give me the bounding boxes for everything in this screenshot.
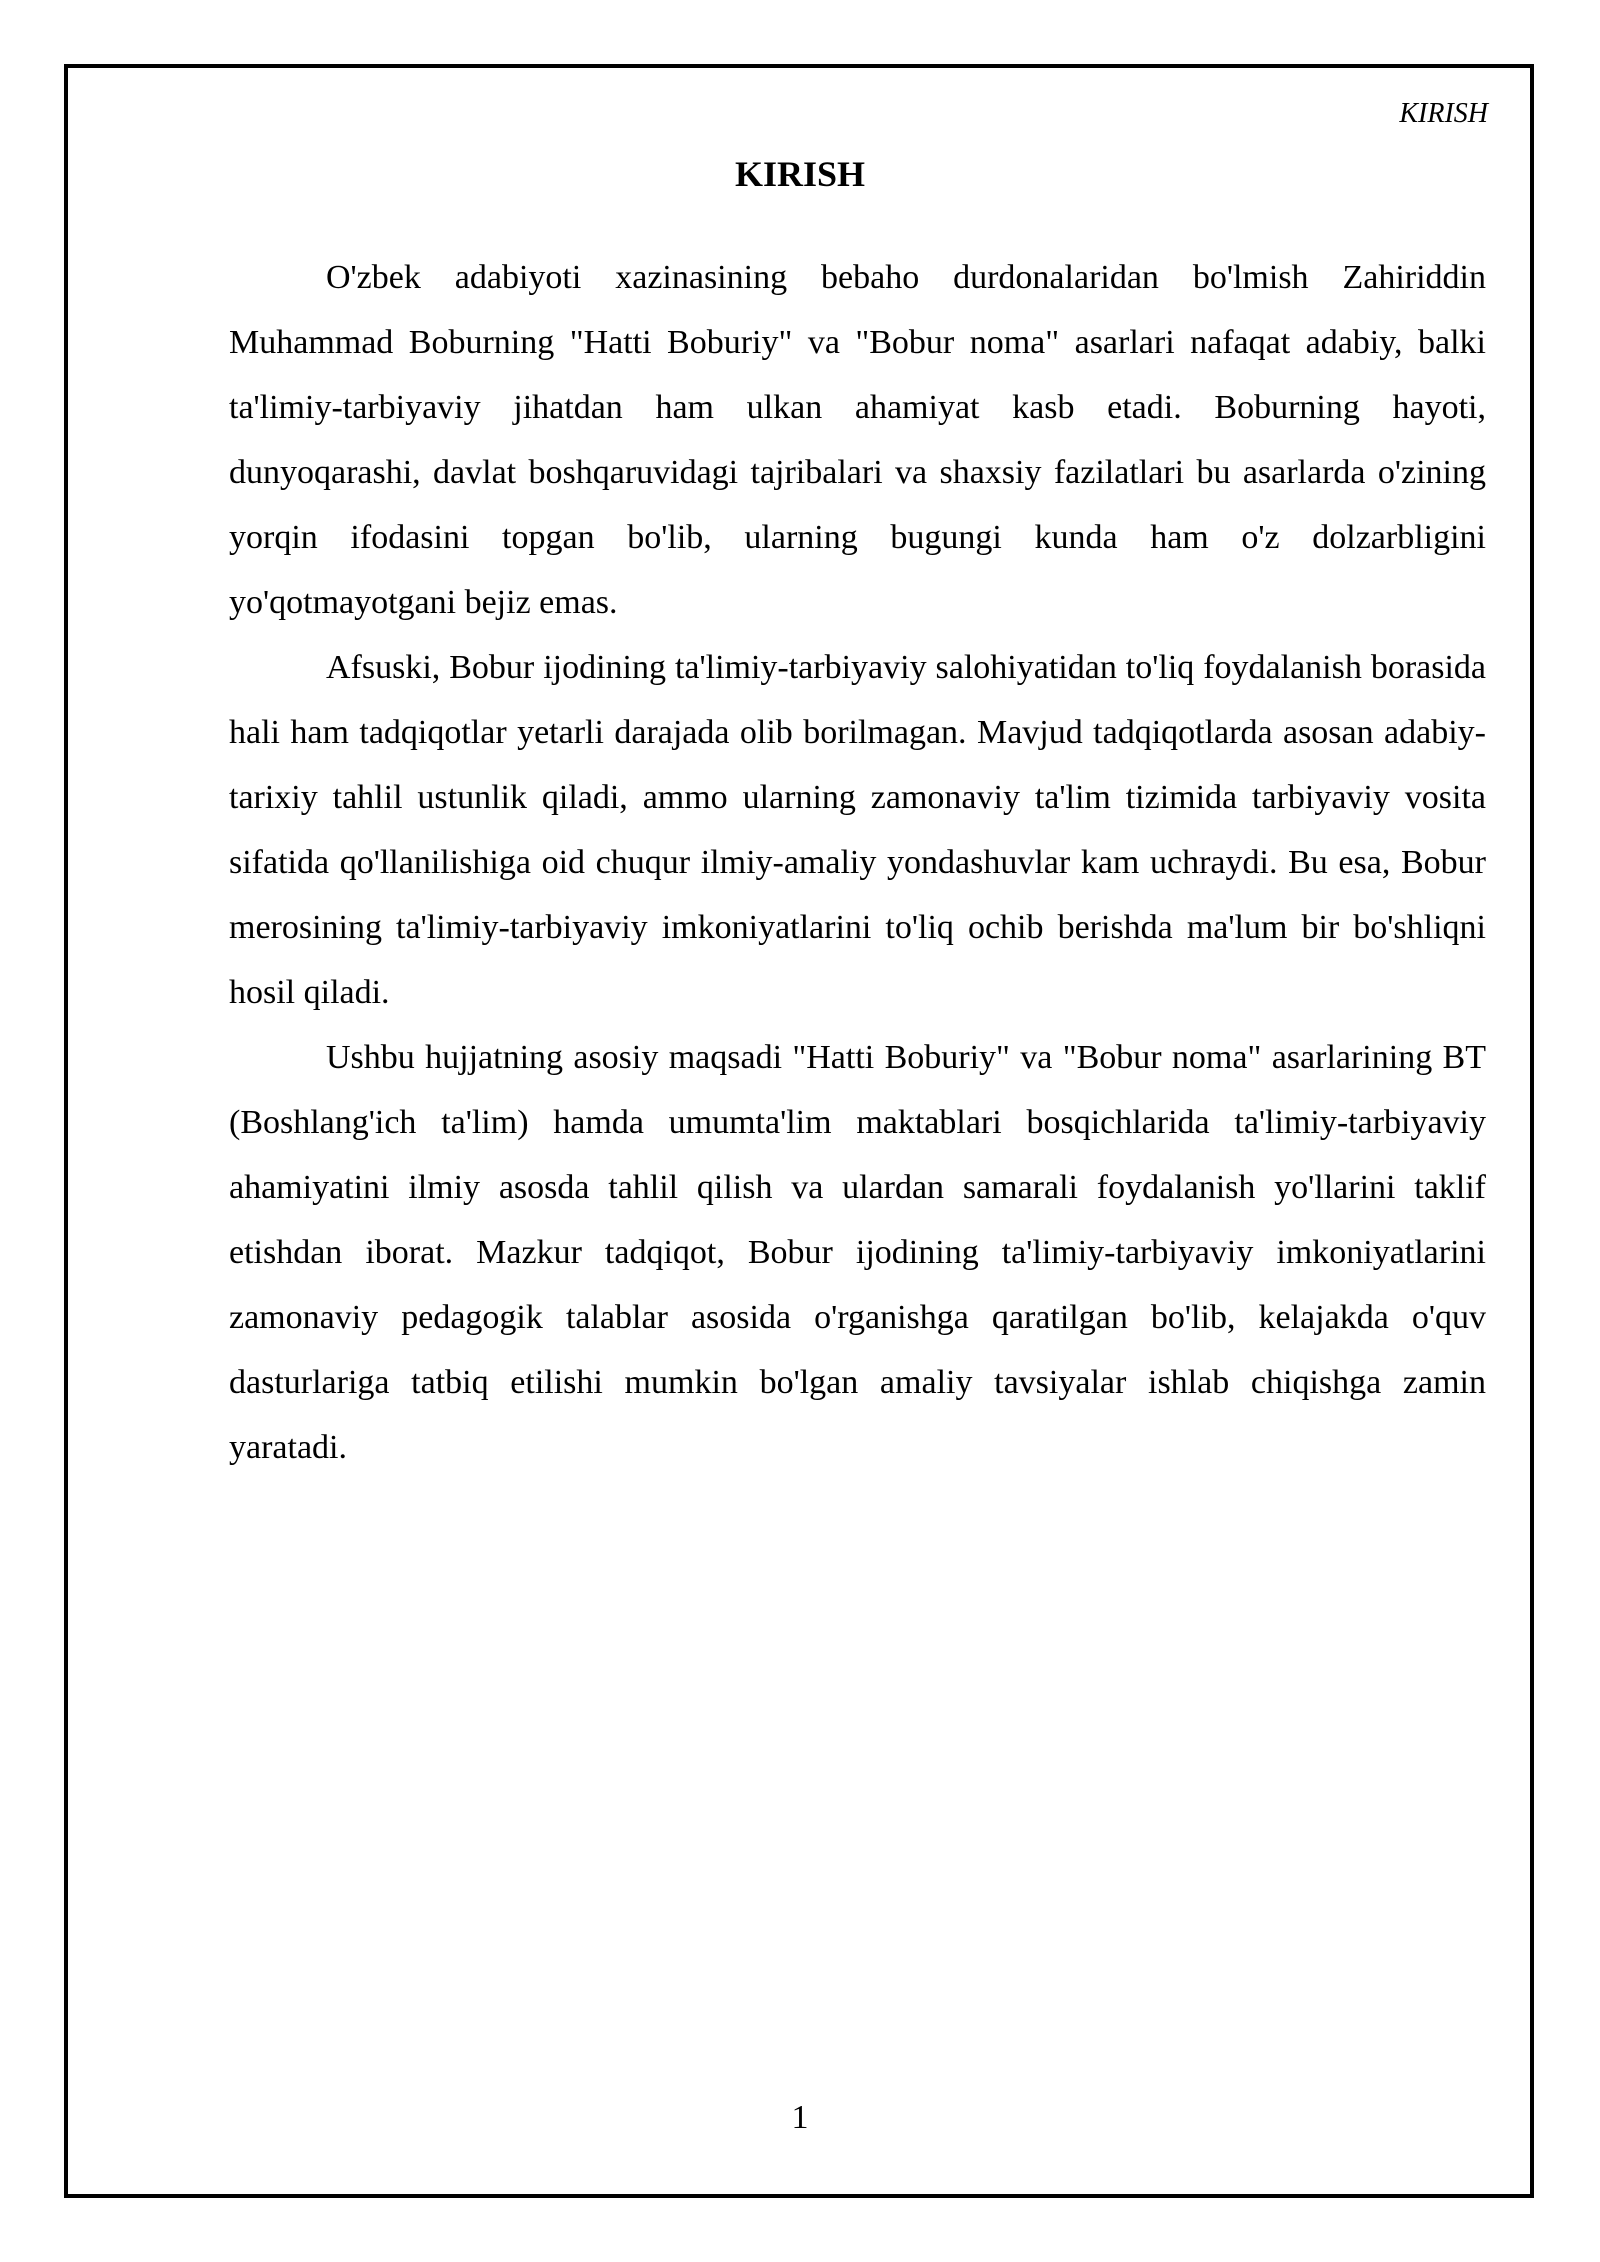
paragraph: Ushbu hujjatning asosiy maqsadi "Hatti Boburiy" va "Bobur noma" asarlarining BT (Boshlang'ich ta'lim) hamda umumta'lim maktablari bosqichlarida ta'limiy-tarbiyaviy ahamiyatini ilmiy asosda tahlil qilish va ulardan samarali foydalanish yo'llarini taklif etishdan iborat. Mazkur tadqiqot, Bobur ijodining ta'limiy-tarbiyaviy imkoniyatlarini zamonaviy pedagogik talablar asosida o'rganishga qaratilgan bo'lib, kelajakda o'quv dasturlariga tatbiq etilishi mumkin bo'lgan amaliy tavsiyalar ishlab chiqishga zamin yaratadi.: [229, 1039, 1486, 1466]
page-number: 1: [791, 2099, 809, 2136]
document-body: [229, 245, 1486, 1480]
running-header: KIRISH: [1399, 98, 1488, 129]
paragraph: Afsuski, Bobur ijodining ta'limiy-tarbiyaviy salohiyatidan to'liq foydalanish borasida hali ham tadqiqotlar yetarli darajada olib borilmagan. Mavjud tadqiqotlarda asosan adabiy-tarixiy tahlil ustunlik qiladi, ammo ularning zamonaviy ta'lim tizimida tarbiyaviy vosita sifatida qo'llanilishiga oid chuqur ilmiy-amaliy yondashuvlar kam uchraydi. Bu esa, Bobur merosining ta'limiy-tarbiyaviy imkoniyatlarini to'liq ochib berishda ma'lum bir bo'shliqni hosil qiladi.: [229, 649, 1486, 1011]
document-title: KIRISH: [734, 154, 866, 194]
paragraph: O'zbek adabiyoti xazinasining bebaho durdonalaridan bo'lmish Zahiriddin Muhammad Boburning "Hatti Boburiy" va "Bobur noma" asarlari nafaqat adabiy, balki ta'limiy-tarbiyaviy jihatdan ham ulkan ahamiyat kasb etadi. Boburning hayoti, dunyoqarashi, davlat boshqaruvidagi tajribalari va shaxsiy fazilatlari bu asarlarda o'zining yorqin ifodasini topgan bo'lib, ularning bugungi kunda ham o'z dolzarbligini yo'qotmayotgani bejiz emas.: [229, 259, 1486, 621]
